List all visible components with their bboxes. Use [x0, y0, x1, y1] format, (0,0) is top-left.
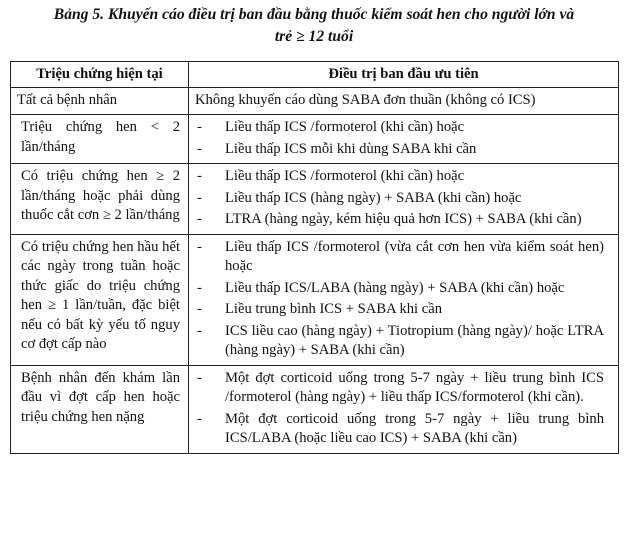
symptom-cell: Có triệu chứng hen hầu hết các ngày trong tuần hoặc thức giấc do triệu chứng hen ≥ 1 lần/tuần, đặc biệt nếu có bất kỳ yếu tố nguy cơ đợt cấp nào: [11, 234, 189, 365]
table-row: [11, 164, 619, 235]
header-symptoms: Triệu chứng hiện tại: [11, 62, 189, 88]
list-item-text: LTRA (hàng ngày, kém hiệu quả hơn ICS) + SABA (khi cần): [225, 211, 582, 227]
bullet-dash: -: [197, 119, 202, 135]
header-treatment: Điều trị ban đầu ưu tiên: [189, 62, 619, 88]
treatment-list: [197, 238, 604, 361]
bullet-dash: -: [197, 279, 202, 296]
treatment-cell: Không khuyến cáo dùng SABA đơn thuần (không có ICS): [189, 87, 619, 115]
list-item-text: Một đợt corticoid uống trong 5-7 ngày + liều trung bình ICS/LABA (hoặc liều cao ICS) + SABA (khi cần): [225, 410, 604, 446]
treatment-cell: [189, 234, 619, 365]
bullet-dash: -: [197, 369, 202, 386]
symptom-cell: Có triệu chứng hen ≥ 2 lần/tháng hoặc phải dùng thuốc cắt cơn ≥ 2 lần/tháng: [11, 164, 189, 235]
table-caption: [0, 4, 628, 48]
list-item: [197, 167, 604, 187]
bullet-dash: -: [197, 410, 202, 427]
bullet-dash: -: [197, 140, 202, 157]
list-item-text: ICS liều cao (hàng ngày) + Tiotropium (hàng ngày)/ hoặc LTRA (hàng ngày) + SABA (khi cần): [225, 322, 604, 358]
list-item: [197, 210, 604, 230]
treatment-cell: [189, 365, 619, 453]
bullet-dash: -: [197, 189, 202, 206]
list-item-text: Liều thấp ICS/LABA (hàng ngày) + SABA (khi cần) hoặc: [225, 279, 565, 296]
table-row: [11, 115, 619, 164]
list-item-text: Liều thấp ICS /formoterol (vừa cắt cơn hen vừa kiểm soát hen) hoặc: [225, 238, 604, 274]
list-item-text: Liều thấp ICS (hàng ngày) + SABA (khi cần) hoặc: [225, 189, 522, 206]
list-item: [197, 238, 604, 277]
list-item-text: Liều thấp ICS /formoterol (khi cần) hoặc: [225, 119, 465, 135]
list-item: [197, 118, 604, 138]
list-item: [197, 189, 604, 209]
list-item: [197, 279, 604, 299]
table-row: [11, 87, 619, 115]
list-item: [197, 140, 604, 160]
treatment-table: [10, 61, 619, 454]
list-item: [197, 300, 604, 320]
bullet-dash: -: [197, 301, 202, 317]
list-item: [197, 410, 604, 449]
treatment-cell: [189, 115, 619, 164]
list-item-text: Liều trung bình ICS + SABA khi cần: [225, 301, 442, 317]
treatment-list: [197, 118, 604, 159]
table-row: [11, 365, 619, 453]
bullet-dash: -: [197, 211, 202, 227]
list-item-text: Liều thấp ICS /formoterol (khi cần) hoặc: [225, 168, 465, 184]
header-row: [11, 62, 619, 88]
treatment-list: [197, 369, 604, 449]
list-item: [197, 322, 604, 361]
list-item-text: Liều thấp ICS mỗi khi dùng SABA khi cần: [225, 140, 477, 157]
symptom-cell: Bệnh nhân đến khám lần đầu vì đợt cấp hen hoặc triệu chứng hen nặng: [11, 365, 189, 453]
bullet-dash: -: [197, 168, 202, 184]
treatment-list: [197, 167, 604, 230]
list-item: [197, 369, 604, 408]
bullet-dash: -: [197, 238, 202, 255]
caption-line-2: trẻ ≥ 12 tuổi: [274, 28, 354, 45]
bullet-dash: -: [197, 322, 202, 339]
treatment-cell: [189, 164, 619, 235]
table-row: [11, 234, 619, 365]
list-item-text: Một đợt corticoid uống trong 5-7 ngày + liều trung bình ICS /formoterol (hàng ngày) + liều thấp ICS/formoterol (khi cần).: [225, 369, 604, 405]
caption-line-1: Bảng 5. Khuyến cáo điều trị ban đầu bằng thuốc kiểm soát hen cho người lớn và: [53, 6, 575, 23]
symptom-cell: Tất cả bệnh nhân: [11, 87, 189, 115]
symptom-cell: Triệu chứng hen < 2 lần/tháng: [11, 115, 189, 164]
